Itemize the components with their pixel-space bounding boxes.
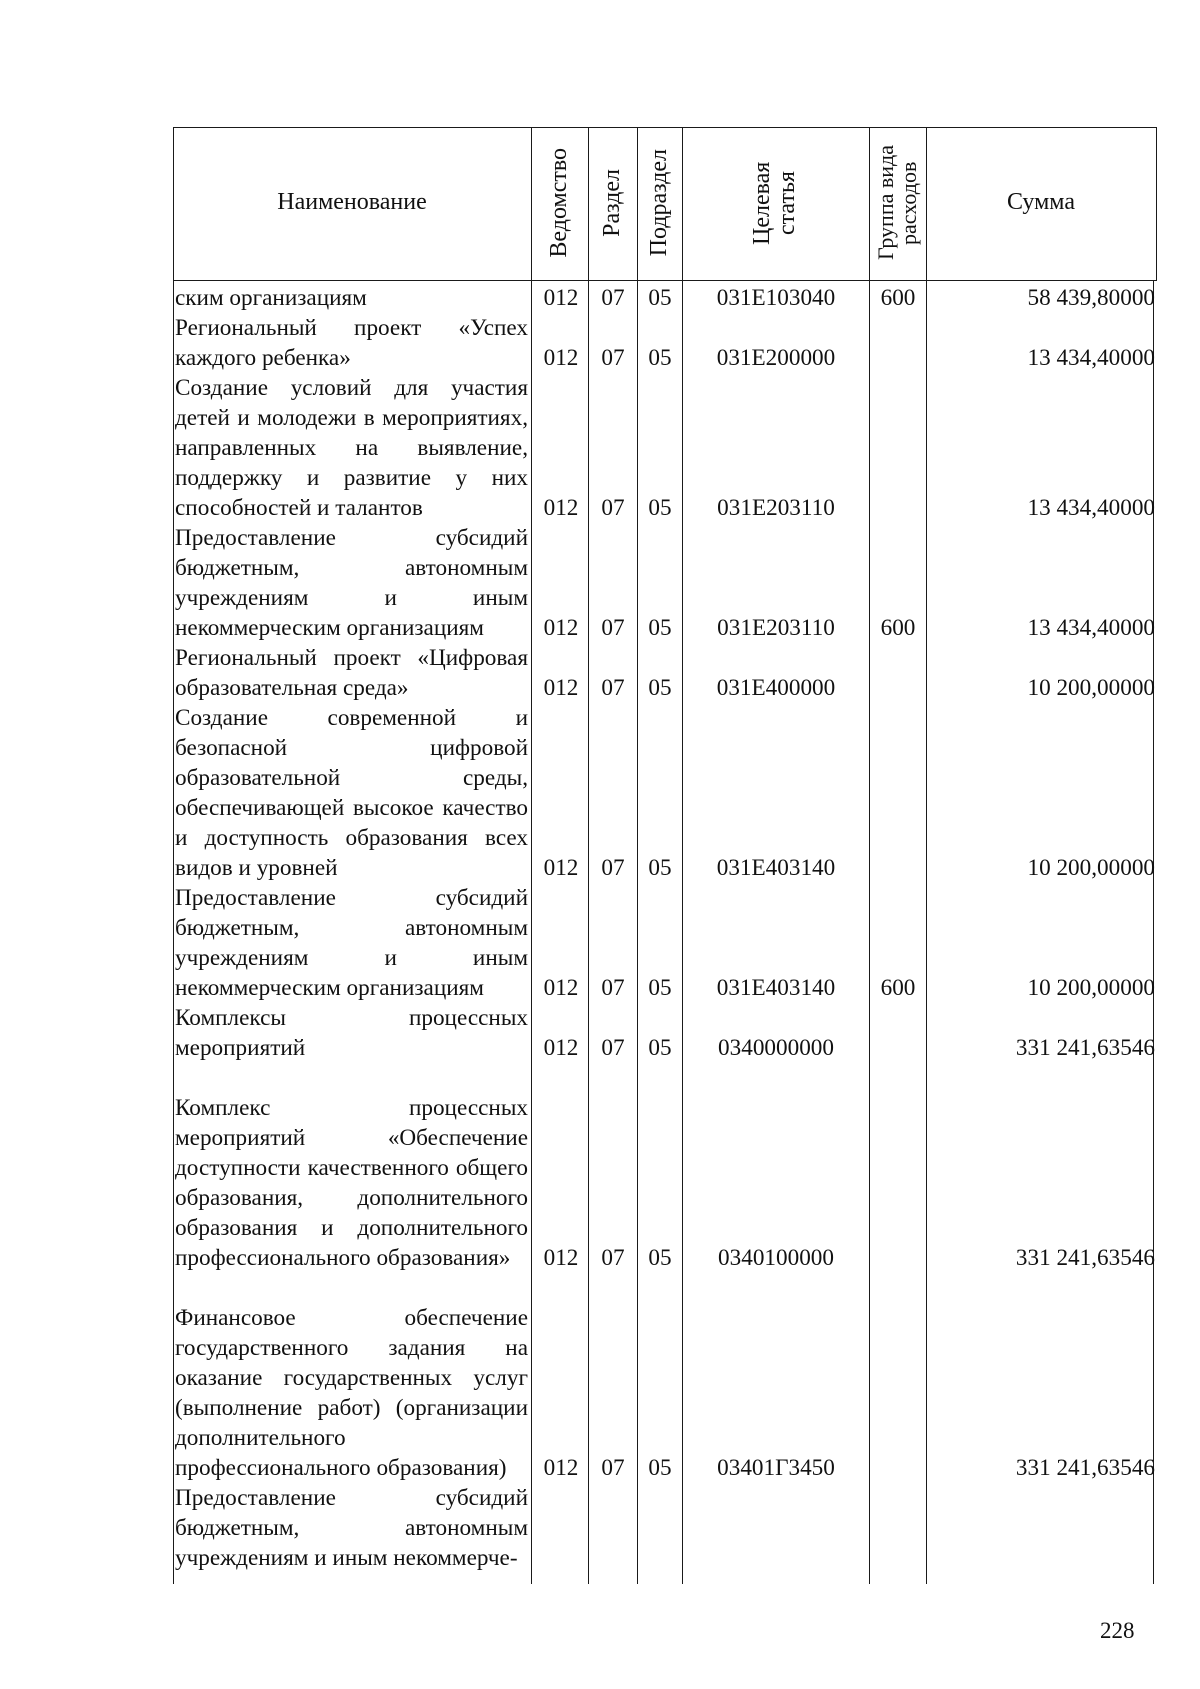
row-podrazdel: 05 xyxy=(648,1454,672,1481)
row-vedomstvo: 012 xyxy=(543,854,579,881)
header-name-text: Наименование xyxy=(277,189,427,216)
table-row xyxy=(173,643,1157,703)
row-razdel: 07 xyxy=(601,494,625,521)
row-podrazdel: 05 xyxy=(648,494,672,521)
row-vedomstvo: 012 xyxy=(543,344,579,371)
row-summa: 13 434,40000 xyxy=(1027,614,1155,641)
row-vedomstvo: 012 xyxy=(543,494,579,521)
header-celevaya-statya xyxy=(682,127,869,279)
row-summa: 10 200,00000 xyxy=(1027,974,1155,1001)
row-podrazdel: 05 xyxy=(648,974,672,1001)
header-vedomstvo-text: Ведомство xyxy=(545,148,572,258)
table-row xyxy=(173,373,1157,523)
table-row xyxy=(173,313,1157,373)
table-row xyxy=(173,1003,1157,1063)
row-razdel: 07 xyxy=(601,344,625,371)
header-podrazdel-text: Подраздел xyxy=(645,149,672,257)
table-row xyxy=(173,1063,1157,1273)
header-summa-text: Сумма xyxy=(1007,189,1075,216)
budget-table xyxy=(173,127,1157,1584)
row-razdel: 07 xyxy=(601,284,625,311)
row-vedomstvo: 012 xyxy=(543,1244,579,1271)
row-razdel: 07 xyxy=(601,854,625,881)
row-razdel: 07 xyxy=(601,614,625,641)
row-celevaya-statya: 0340000000 xyxy=(718,1034,834,1061)
page-number: 228 xyxy=(1100,1618,1135,1643)
row-vedomstvo: 012 xyxy=(543,614,579,641)
table-border-right-header xyxy=(1156,127,1157,281)
row-name: Создание условий для участия детей и молодежи в мероприятиях, направленных на выявление, поддержку и развитие у них способностей и талантов xyxy=(175,374,528,521)
row-name: ским организациям xyxy=(175,284,367,311)
header-razdel-text: Раздел xyxy=(598,169,625,237)
row-celevaya-statya: 03401Г3450 xyxy=(717,1454,835,1481)
table-row xyxy=(173,703,1157,883)
row-podrazdel: 05 xyxy=(648,344,672,371)
header-name xyxy=(173,127,531,279)
table-row xyxy=(173,523,1157,643)
row-summa: 10 200,00000 xyxy=(1027,854,1155,881)
row-podrazdel: 05 xyxy=(648,854,672,881)
row-name: Предоставление субсидий бюджетным, автономным учреждениям и иным некоммерческим организациям xyxy=(175,524,528,641)
row-celevaya-statya: 031Е200000 xyxy=(716,344,836,371)
row-summa: 13 434,40000 xyxy=(1027,494,1155,521)
row-podrazdel: 05 xyxy=(648,1034,672,1061)
table-row xyxy=(173,1483,1157,1579)
row-summa: 10 200,00000 xyxy=(1027,674,1155,701)
row-celevaya-statya: 031Е103040 xyxy=(716,284,836,311)
table-row xyxy=(173,883,1157,1003)
table-row xyxy=(173,1273,1157,1483)
row-vedomstvo: 012 xyxy=(543,1034,579,1061)
row-podrazdel: 05 xyxy=(648,284,672,311)
row-vedomstvo: 012 xyxy=(543,284,579,311)
row-podrazdel: 05 xyxy=(648,1244,672,1271)
header-razdel xyxy=(588,127,637,279)
header-divider xyxy=(173,280,1157,281)
table-row xyxy=(173,283,1157,313)
row-vedomstvo: 012 xyxy=(543,1454,579,1481)
row-summa: 331 241,63546 xyxy=(1015,1034,1155,1061)
row-razdel: 07 xyxy=(601,1454,625,1481)
row-celevaya-statya: 031Е400000 xyxy=(716,674,836,701)
row-celevaya-statya: 031Е203110 xyxy=(717,614,835,641)
row-razdel: 07 xyxy=(601,1244,625,1271)
row-gruppa: 600 xyxy=(880,614,916,641)
row-name: Комплекс процессных мероприятий «Обеспечение доступности качественного общего образования, дополнительного образования и дополнительного профессионального образования» xyxy=(175,1094,528,1271)
row-summa: 331 241,63546 xyxy=(1015,1244,1155,1271)
row-razdel: 07 xyxy=(601,1034,625,1061)
row-name: Комплексы процессных мероприятий xyxy=(175,1004,528,1061)
row-gruppa: 600 xyxy=(880,284,916,311)
header-vedomstvo xyxy=(531,127,588,279)
row-podrazdel: 05 xyxy=(648,674,672,701)
row-celevaya-statya: 031Е403140 xyxy=(716,854,836,881)
row-name: Финансовое обеспечение государственного задания на оказание государственных услуг (выполнение работ) (организации дополнительного профессионального образования) xyxy=(175,1304,528,1481)
row-vedomstvo: 012 xyxy=(543,974,579,1001)
row-name: Предоставление субсидий бюджетным, автономным учреждениям и иным некоммерческим организациям xyxy=(175,884,528,1001)
row-name: Создание современной и безопасной цифровой образовательной среды, обеспечивающей высокое качество и доступность образования всех видов и уровней xyxy=(175,704,528,881)
header-celevaya-statya-text: Целевая статья xyxy=(749,161,801,245)
row-vedomstvo: 012 xyxy=(543,674,579,701)
row-podrazdel: 05 xyxy=(648,614,672,641)
row-celevaya-statya: 031Е203110 xyxy=(717,494,835,521)
row-name: Региональный проект «Цифровая образовательная среда» xyxy=(175,644,528,701)
row-razdel: 07 xyxy=(601,674,625,701)
row-name: Предоставление субсидий бюджетным, автономным учреждениям и иным некоммерче- xyxy=(175,1485,528,1572)
header-podrazdel xyxy=(637,127,682,279)
header-gruppa-vida-rashodov-text: Группа вида расходов xyxy=(873,145,922,261)
row-summa: 331 241,63546 xyxy=(1015,1454,1155,1481)
row-summa: 58 439,80000 xyxy=(1027,284,1155,311)
row-celevaya-statya: 0340100000 xyxy=(718,1244,834,1271)
row-name: Региональный проект «Успех каждого ребенка» xyxy=(175,314,528,371)
header-gruppa-vida-rashodov xyxy=(869,127,926,279)
row-razdel: 07 xyxy=(601,974,625,1001)
row-celevaya-statya: 031Е403140 xyxy=(716,974,836,1001)
row-summa: 13 434,40000 xyxy=(1027,344,1155,371)
header-summa xyxy=(926,127,1156,279)
row-gruppa: 600 xyxy=(880,974,916,1001)
